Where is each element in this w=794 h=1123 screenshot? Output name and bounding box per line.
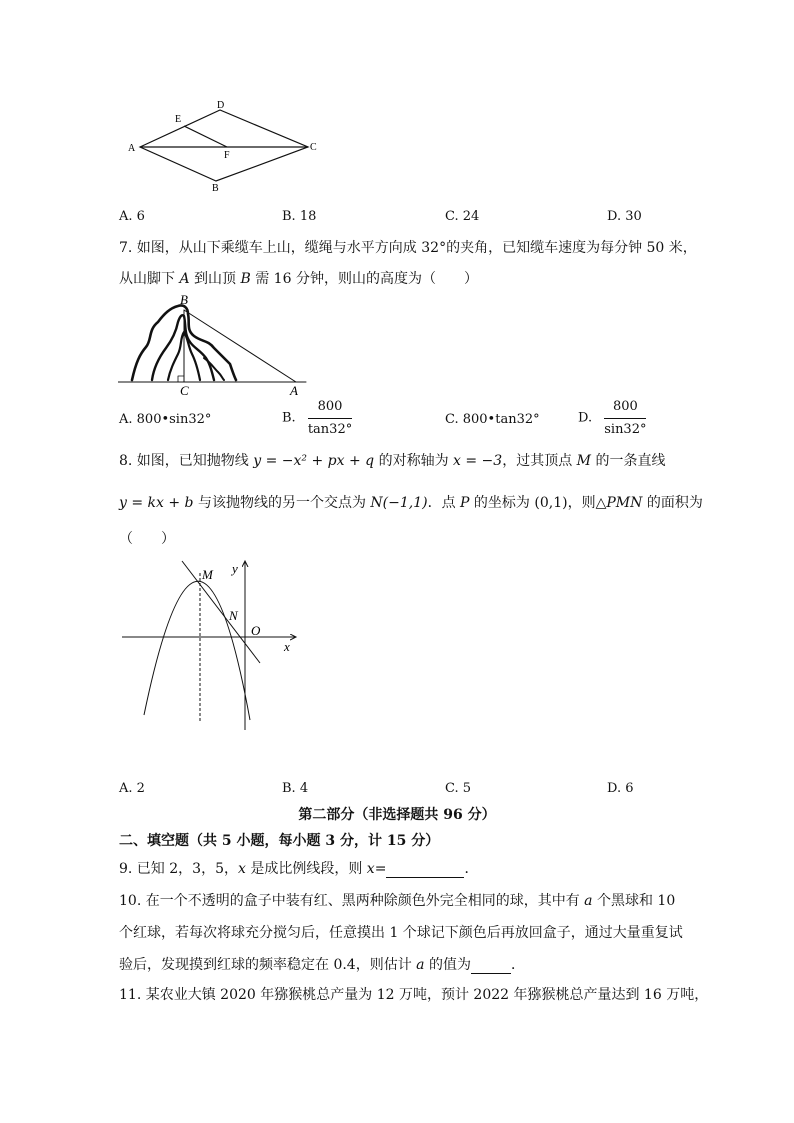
label-o: O xyxy=(251,623,261,638)
q8-option-b: B. 4 xyxy=(282,781,309,796)
label-x: x xyxy=(284,639,290,654)
q8-option-c: C. 5 xyxy=(445,781,472,796)
mountain-ridge-1 xyxy=(152,315,214,380)
q8-option-d: D. 6 xyxy=(607,781,634,796)
q7-option-d: D. $\frac{800}{\sin 32^\circ}$ xyxy=(578,399,647,437)
q7-option-b: B. $\frac{800}{\tan 32^\circ}$ xyxy=(282,399,353,437)
label-a-foot: A xyxy=(290,383,298,398)
q7-line1: 7. 如图，从山下乘缆车上山，缆绳与水平方向成 32°的夹角，已知缆车速度为每分钟 50 米， xyxy=(119,240,697,256)
label-e: E xyxy=(175,114,182,125)
label-c: C xyxy=(310,142,317,153)
q8-option-a: A. 2 xyxy=(119,781,145,796)
q6-option-c: C. 24 xyxy=(445,209,480,224)
label-b-top: B xyxy=(180,292,188,307)
cable-line xyxy=(184,310,296,382)
q8-line3: （ ） xyxy=(119,531,175,547)
q10-line2: 个红球，若每次将球充分搅匀后，任意摸出 1 个球记下颜色后再放回盒子，通过大量重复试 xyxy=(119,925,683,941)
label-d: D xyxy=(217,100,225,111)
parabola-curve xyxy=(144,581,250,720)
parabola-figure xyxy=(118,555,308,735)
right-angle-mark xyxy=(178,376,184,382)
q9: 9. 已知 2，3，5，x 是成比例线段，则 x= ． xyxy=(119,861,479,877)
segment-ef xyxy=(184,126,227,147)
q8-line1: 8. 如图，已知抛物线 y = −x² + px + q 的对称轴为 x = −3，过其顶点 M 的一条直线 xyxy=(119,453,666,469)
q10-line1: 10. 在一个不透明的盒子中装有红、黑两种除颜色外完全相同的球，其中有 a 个黑球和 10 xyxy=(119,893,676,909)
section-title: 二、填空题（共 5 小题，每小题 3 分，计 15 分） xyxy=(119,833,440,849)
q6-option-d: D. 30 xyxy=(607,209,642,224)
q7-line2: 从山脚下 A 到山顶 B 需 16 分钟，则山的高度为（ ） xyxy=(119,271,478,287)
rhombus-figure xyxy=(120,98,330,193)
part2-title: 第二部分（非选择题共 96 分） xyxy=(298,807,496,823)
q7-option-a: A. 800•sin32° xyxy=(119,412,212,427)
label-y: y xyxy=(232,561,238,576)
mountain-figure xyxy=(118,292,313,398)
q10-answer-blank xyxy=(471,959,511,974)
label-f: F xyxy=(224,150,230,161)
label-c-foot: C xyxy=(180,383,189,398)
label-n: N xyxy=(229,608,238,623)
label-b: B xyxy=(212,183,219,193)
q7-option-c: C. 800•tan32° xyxy=(445,412,540,427)
label-m: M xyxy=(202,567,213,582)
line-mn xyxy=(182,561,260,663)
q9-answer-blank xyxy=(386,863,464,878)
q11-line1: 11. 某农业大镇 2020 年猕猴桃总产量为 12 万吨，预计 2022 年猕猴桃总产量达到 16 万吨， xyxy=(119,987,709,1003)
q10-line3: 验后，发现摸到红球的频率稳定在 0.4，则估计 a 的值为 ． xyxy=(119,957,525,973)
label-a: A xyxy=(128,143,136,154)
q6-option-b: B. 18 xyxy=(282,209,317,224)
q6-option-a: A. 6 xyxy=(119,209,145,224)
q8-line2: y = kx + b 与该抛物线的另一个交点为 N(−1,1)．点 P 的坐标为 (0,1)，则△PMN 的面积为 xyxy=(119,495,703,511)
